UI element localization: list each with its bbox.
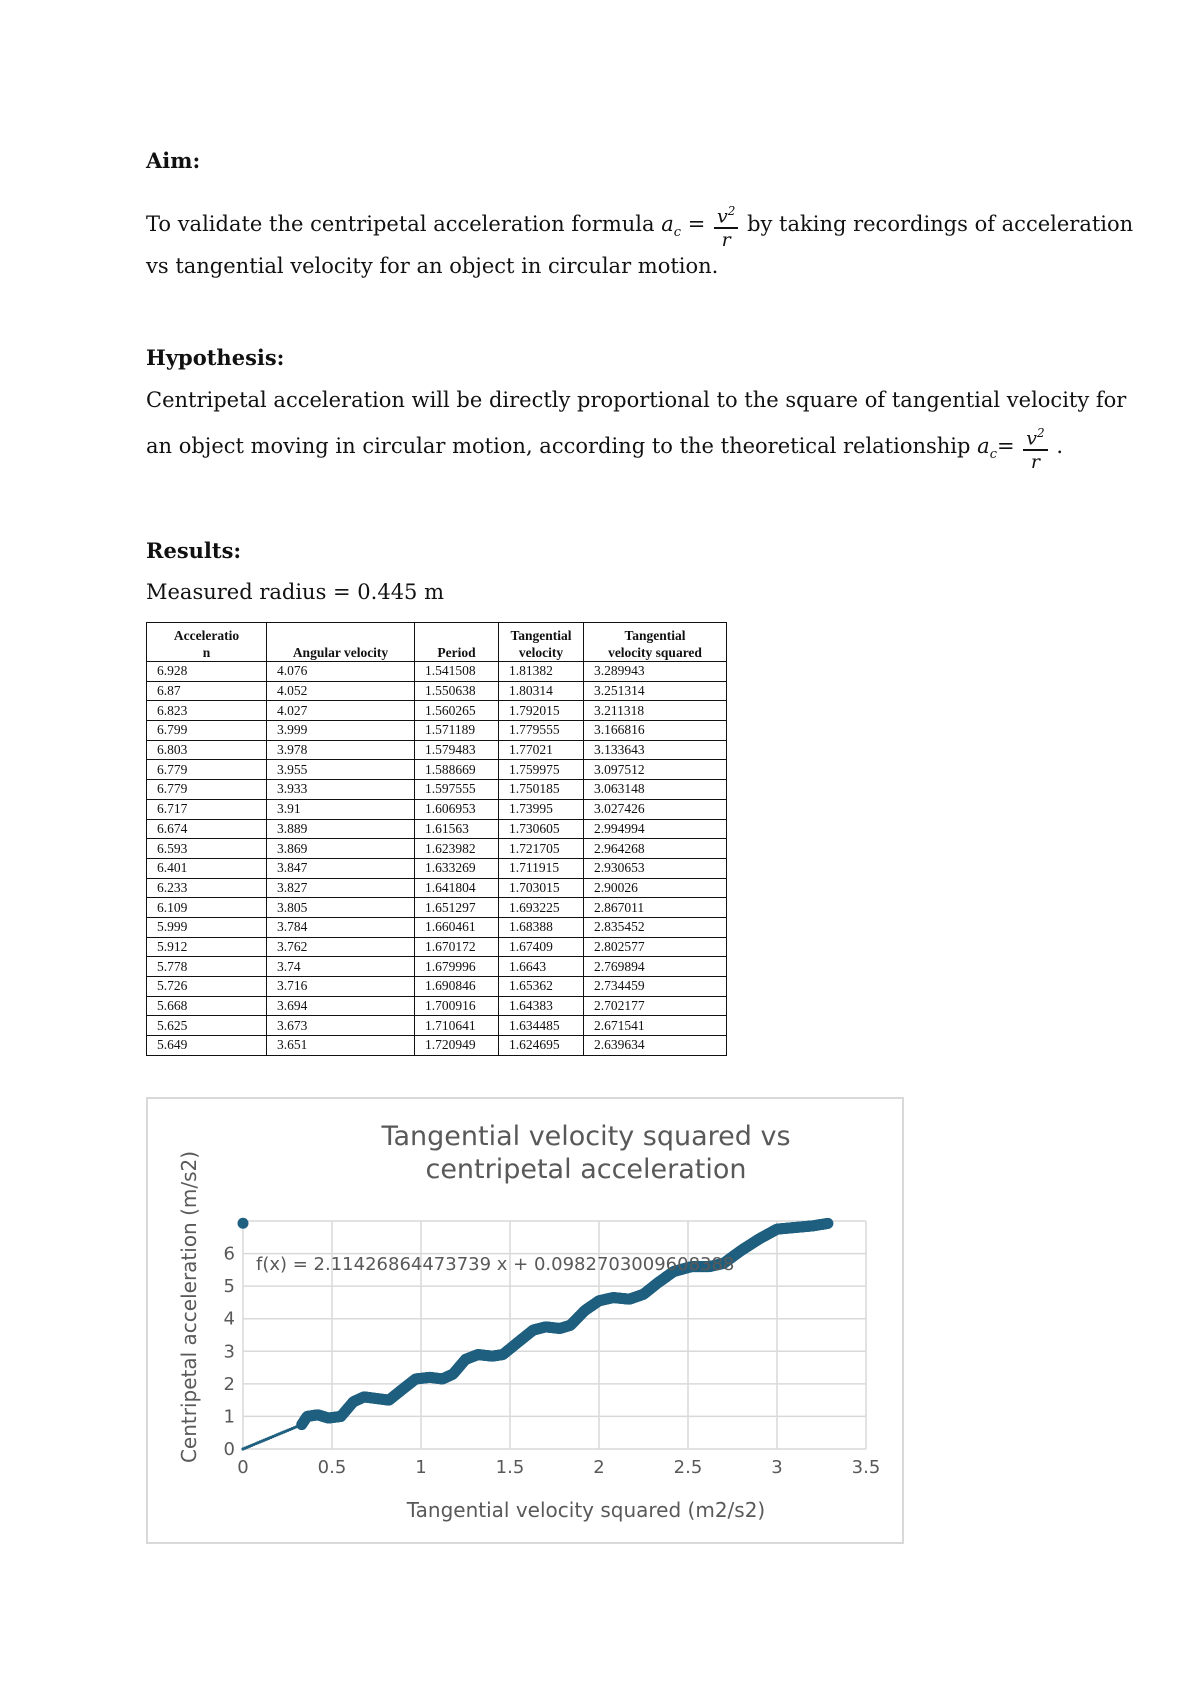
- aim-formula-eq: =: [687, 212, 706, 237]
- table-row: [147, 996, 727, 1016]
- table-cell: 3.889: [267, 819, 415, 839]
- table-row: [147, 662, 727, 682]
- table-cell: 6.779: [147, 780, 267, 800]
- table-cell: 1.703015: [499, 878, 584, 898]
- chart-title-line2: centripetal acceleration: [425, 1154, 747, 1185]
- x-tick-label: 0.5: [317, 1457, 347, 1478]
- table-cell: 2.769894: [584, 957, 727, 977]
- table-cell: 1.660461: [415, 917, 499, 937]
- hypothesis-line1: Centripetal acceleration will be directly proportional to the square of tangential velocity for: [146, 388, 1127, 412]
- table-row: [147, 819, 727, 839]
- x-axis-label: Tangential velocity squared (m2/s2): [406, 1498, 766, 1522]
- table-cell: 5.726: [147, 977, 267, 997]
- table-cell: 3.784: [267, 917, 415, 937]
- table-cell: 1.571189: [415, 721, 499, 741]
- table-cell: 6.109: [147, 898, 267, 918]
- table-cell: 1.730605: [499, 819, 584, 839]
- table-cell: 2.964268: [584, 839, 727, 859]
- table-cell: 5.912: [147, 937, 267, 957]
- col-header-acceleration: Acceleratio n: [147, 623, 267, 662]
- table-cell: 1.61563: [415, 819, 499, 839]
- table-cell: 1.64383: [499, 996, 584, 1016]
- x-tick-label: 3.5: [851, 1457, 881, 1478]
- table-row: [147, 780, 727, 800]
- table-row: [147, 681, 727, 701]
- aim-formula-lhs: $a_c$: [661, 212, 682, 241]
- table-row: [147, 917, 727, 937]
- table-row: [147, 839, 727, 859]
- table-cell: 2.702177: [584, 996, 727, 1016]
- table-cell: 1.651297: [415, 898, 499, 918]
- table-cell: 1.679996: [415, 957, 499, 977]
- x-tick-label: 1: [415, 1457, 427, 1478]
- table-cell: 1.720949: [415, 1036, 499, 1056]
- table-cell: 1.721705: [499, 839, 584, 859]
- table-cell: 1.81382: [499, 662, 584, 682]
- y-tick-label: 4: [223, 1308, 235, 1330]
- table-cell: 4.027: [267, 701, 415, 721]
- table-cell: 5.778: [147, 957, 267, 977]
- table-cell: 3.805: [267, 898, 415, 918]
- table-cell: 6.799: [147, 721, 267, 741]
- table-cell: 1.606953: [415, 799, 499, 819]
- table-cell: 2.867011: [584, 898, 727, 918]
- table-cell: 3.133643: [584, 740, 727, 760]
- table-cell: 1.560265: [415, 701, 499, 721]
- table-cell: 1.77021: [499, 740, 584, 760]
- x-tick-label: 3: [771, 1457, 783, 1478]
- table-cell: 1.690846: [415, 977, 499, 997]
- col-header-period: Period: [415, 623, 499, 662]
- table-cell: 1.550638: [415, 681, 499, 701]
- table-row: [147, 1016, 727, 1036]
- table-cell: 2.639634: [584, 1036, 727, 1056]
- x-tick-label: 2.5: [673, 1457, 703, 1478]
- table-cell: 3.91: [267, 799, 415, 819]
- table-cell: 6.779: [147, 760, 267, 780]
- table-cell: 1.759975: [499, 760, 584, 780]
- table-cell: 3.827: [267, 878, 415, 898]
- table-cell: 1.693225: [499, 898, 584, 918]
- table-cell: 3.716: [267, 977, 415, 997]
- chart-title-line1: Tangential velocity squared vs: [381, 1121, 791, 1152]
- table-cell: 1.792015: [499, 701, 584, 721]
- hypothesis-heading: Hypothesis:: [146, 345, 285, 370]
- table-cell: 3.847: [267, 858, 415, 878]
- table-cell: 3.694: [267, 996, 415, 1016]
- table-cell: 3.063148: [584, 780, 727, 800]
- table-cell: 3.166816: [584, 721, 727, 741]
- hypothesis-line2: an object moving in circular motion, according to the theoretical relationship $a_c=$ $\frac{v^2}{r}$ .: [146, 422, 1046, 477]
- table-cell: 3.673: [267, 1016, 415, 1036]
- col-header-tangential-velocity: Tangential velocity: [499, 623, 584, 662]
- aim-heading: Aim:: [146, 148, 201, 173]
- table-cell: 6.87: [147, 681, 267, 701]
- aim-text-after: by taking recordings of acceleration: [747, 212, 1134, 237]
- table-cell: 1.623982: [415, 839, 499, 859]
- scatter-chart: [148, 1099, 902, 1542]
- results-heading: Results:: [146, 538, 242, 563]
- aim-text-before: To validate the centripetal acceleration formula: [146, 212, 655, 237]
- table-cell: 2.994994: [584, 819, 727, 839]
- aim-line2: vs tangential velocity for an object in circular motion.: [146, 254, 719, 278]
- table-cell: 3.869: [267, 839, 415, 859]
- table-cell: 1.588669: [415, 760, 499, 780]
- table-cell: 3.251314: [584, 681, 727, 701]
- table-cell: 3.933: [267, 780, 415, 800]
- data-point: [238, 1218, 249, 1229]
- table-cell: 3.027426: [584, 799, 727, 819]
- y-tick-label: 0: [223, 1439, 235, 1460]
- table-cell: 1.65362: [499, 977, 584, 997]
- table-cell: 1.68388: [499, 917, 584, 937]
- table-row: [147, 721, 727, 741]
- table-row: [147, 1036, 727, 1056]
- table-row: [147, 898, 727, 918]
- data-point: [822, 1218, 833, 1229]
- table-row: [147, 957, 727, 977]
- table-cell: 3.955: [267, 760, 415, 780]
- table-row: [147, 977, 727, 997]
- table-cell: 1.633269: [415, 858, 499, 878]
- table-cell: 1.6643: [499, 957, 584, 977]
- table-cell: 6.233: [147, 878, 267, 898]
- table-cell: 3.211318: [584, 701, 727, 721]
- table-cell: 3.289943: [584, 662, 727, 682]
- y-tick-label: 5: [223, 1276, 235, 1298]
- hypothesis-formula-fraction: $\frac{v^2}{r}$: [1023, 422, 1047, 473]
- table-row: [147, 937, 727, 957]
- table-cell: 6.717: [147, 799, 267, 819]
- table-cell: 5.649: [147, 1036, 267, 1056]
- x-tick-label: 0: [237, 1457, 249, 1478]
- table-cell: 1.711915: [499, 858, 584, 878]
- chart-container: [146, 1097, 904, 1544]
- table-cell: 6.803: [147, 740, 267, 760]
- table-cell: 1.779555: [499, 721, 584, 741]
- table-cell: 1.80314: [499, 681, 584, 701]
- y-tick-label: 2: [223, 1373, 235, 1395]
- table-cell: 5.625: [147, 1016, 267, 1036]
- table-cell: 3.651: [267, 1036, 415, 1056]
- table-cell: 1.670172: [415, 937, 499, 957]
- table-cell: 2.835452: [584, 917, 727, 937]
- table-cell: 6.593: [147, 839, 267, 859]
- y-tick-label: 1: [223, 1406, 235, 1428]
- table-cell: 6.928: [147, 662, 267, 682]
- table-cell: 1.634485: [499, 1016, 584, 1036]
- table-cell: 6.674: [147, 819, 267, 839]
- col-header-angular-velocity: Angular velocity: [267, 623, 415, 662]
- aim-formula-fraction: $\frac{v^2}{r}$: [714, 200, 738, 251]
- table-cell: 1.624695: [499, 1036, 584, 1056]
- results-table: [146, 622, 727, 1056]
- table-cell: 5.999: [147, 917, 267, 937]
- table-row: [147, 760, 727, 780]
- table-cell: 1.710641: [415, 1016, 499, 1036]
- table-header-row: [147, 623, 727, 662]
- table-cell: 1.67409: [499, 937, 584, 957]
- table-cell: 1.700916: [415, 996, 499, 1016]
- table-cell: 5.668: [147, 996, 267, 1016]
- table-cell: 3.74: [267, 957, 415, 977]
- table-cell: 2.802577: [584, 937, 727, 957]
- table-cell: 1.597555: [415, 780, 499, 800]
- table-cell: 2.90026: [584, 878, 727, 898]
- table-cell: 2.734459: [584, 977, 727, 997]
- trendline-label: f(x) = 2.11426864473739 x + 0.0982703009608388: [256, 1254, 735, 1275]
- table-cell: 1.579483: [415, 740, 499, 760]
- table-cell: 6.401: [147, 858, 267, 878]
- table-cell: 4.052: [267, 681, 415, 701]
- table-cell: 4.076: [267, 662, 415, 682]
- table-row: [147, 740, 727, 760]
- table-row: [147, 701, 727, 721]
- measured-radius: Measured radius = 0.445 m: [146, 580, 445, 604]
- table-cell: 1.641804: [415, 878, 499, 898]
- table-cell: 2.930653: [584, 858, 727, 878]
- table-cell: 1.750185: [499, 780, 584, 800]
- table-row: [147, 799, 727, 819]
- table-cell: 3.999: [267, 721, 415, 741]
- table-cell: 3.097512: [584, 760, 727, 780]
- x-tick-label: 2: [593, 1457, 605, 1478]
- table-cell: 2.671541: [584, 1016, 727, 1036]
- table-cell: 1.73995: [499, 799, 584, 819]
- table-cell: 1.541508: [415, 662, 499, 682]
- y-tick-label: 3: [223, 1341, 235, 1363]
- x-tick-label: 1.5: [495, 1457, 525, 1478]
- table-cell: 3.762: [267, 937, 415, 957]
- table-cell: 6.823: [147, 701, 267, 721]
- y-axis-label: Centripetal acceleration (m/s2): [177, 1150, 201, 1464]
- table-row: [147, 858, 727, 878]
- table-cell: 3.978: [267, 740, 415, 760]
- y-tick-label: 6: [223, 1243, 235, 1265]
- col-header-tangential-velocity-squared: Tangential velocity squared: [584, 623, 727, 662]
- table-row: [147, 878, 727, 898]
- hypothesis-formula-lhs: $a_c$: [977, 434, 997, 463]
